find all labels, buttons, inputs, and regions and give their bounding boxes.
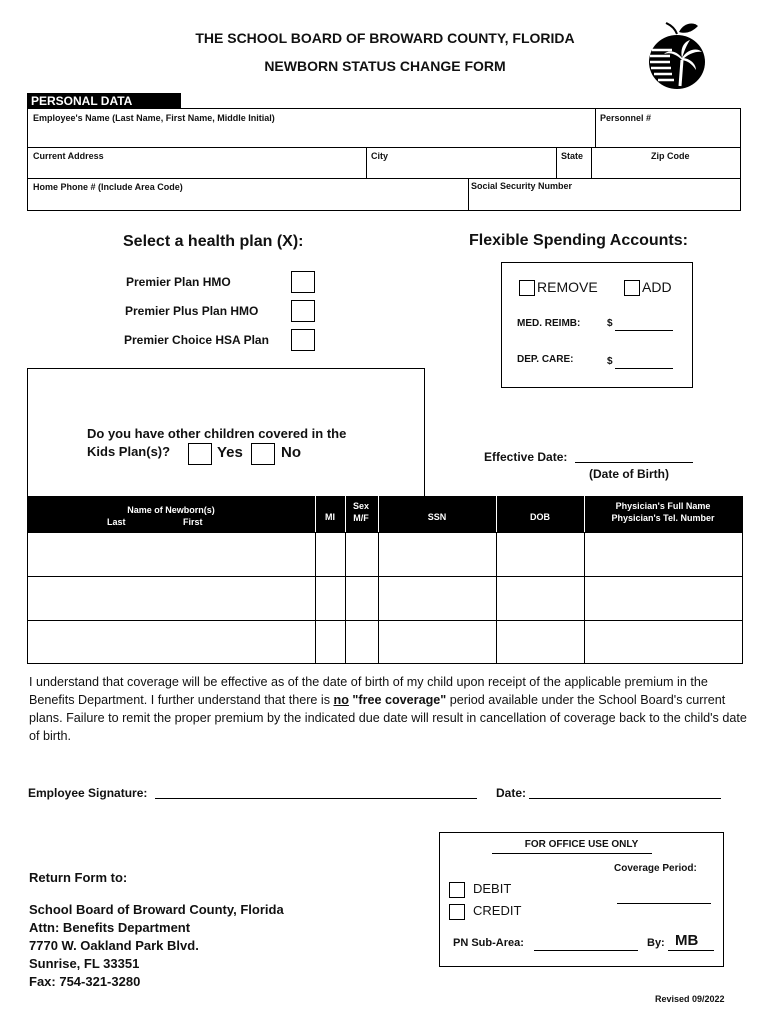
office-use-title: FOR OFFICE USE ONLY <box>524 839 639 850</box>
ssn-field[interactable] <box>471 193 738 209</box>
health-plan-title: Select a health plan (X): <box>123 233 304 250</box>
kids-yes-label: Yes <box>217 444 243 461</box>
zip-label: Zip Code <box>651 151 690 161</box>
coverage-statement: I understand that coverage will be effective as of the date of birth of my child upon receipt of the applicable premium in the Benefits Department. I further understand that there is no "free coverage" period available under the School Board's current plans. Failure to remit the proper premium by the indicated due date will result in cancellation of coverage back to the child's date of birth. <box>29 675 747 743</box>
state-label: State <box>561 151 584 161</box>
ssn-label: Social Security Number <box>471 181 573 191</box>
fsa-title: Flexible Spending Accounts: <box>469 232 688 249</box>
debit-label: DEBIT <box>473 881 512 896</box>
med-currency: $ <box>607 318 613 329</box>
credit-checkbox[interactable] <box>449 904 465 920</box>
effective-date-field[interactable] <box>575 462 693 463</box>
kids-question-line2: Kids Plan(s)? <box>87 444 171 459</box>
th-ssn: SSN <box>427 512 447 522</box>
phone-label: Home Phone # (Include Area Code) <box>33 182 183 192</box>
th-first: First <box>183 517 203 527</box>
plan-plus-hmo-checkbox[interactable] <box>291 300 315 322</box>
th-name: Name of Newborn(s) <box>127 505 215 515</box>
section-title: PERSONAL DATA <box>31 94 133 108</box>
plan-option-label-3: Premier Choice HSA Plan <box>124 333 269 347</box>
th-dob: DOB <box>530 512 550 522</box>
kids-yes-checkbox[interactable] <box>188 443 212 465</box>
kids-no-checkbox[interactable] <box>251 443 275 465</box>
coverage-period-field[interactable] <box>617 903 711 904</box>
signature-date-field[interactable] <box>529 798 721 799</box>
th-sex-mf: M/F <box>353 513 369 523</box>
th-physician-tel: Physician's Tel. Number <box>611 513 715 523</box>
signature-date-label: Date: <box>496 786 527 800</box>
personnel-label: Personnel # <box>600 113 652 123</box>
th-mi: MI <box>325 512 335 522</box>
th-sex: Sex <box>352 501 369 511</box>
med-reimb-label: MED. REIMB: <box>517 318 581 329</box>
plan-option-label-1: Premier Plan HMO <box>126 275 231 289</box>
employee-name-field[interactable] <box>30 124 592 146</box>
fsa-add-label: ADD <box>642 279 672 295</box>
city-field[interactable] <box>369 162 554 177</box>
kids-question-line1: Do you have other children covered in the <box>87 426 347 441</box>
dep-currency: $ <box>607 356 613 367</box>
by-value: MB <box>675 932 699 949</box>
form-heading-1: THE SCHOOL BOARD OF BROWARD COUNTY, FLORIDA <box>195 30 575 46</box>
credit-label: CREDIT <box>473 903 522 918</box>
fsa-remove-checkbox[interactable] <box>519 280 535 296</box>
plan-hmo-checkbox[interactable] <box>291 271 315 293</box>
revised-note: Revised 09/2022 <box>655 994 725 1004</box>
employee-name-label: Employee's Name (Last Name, First Name, Middle Initial) <box>33 113 275 123</box>
employee-signature-label: Employee Signature: <box>28 786 148 800</box>
table-row[interactable] <box>28 533 742 576</box>
address-field[interactable] <box>30 162 364 177</box>
dep-care-field[interactable] <box>615 368 673 369</box>
by-label: By: <box>647 937 665 949</box>
table-row[interactable] <box>28 577 742 620</box>
th-physician: Physician's Full Name <box>615 501 711 511</box>
th-last: Last <box>107 517 126 527</box>
kids-no-label: No <box>281 444 301 461</box>
state-field[interactable] <box>559 162 589 177</box>
effective-date-label: Effective Date: <box>484 450 568 464</box>
personnel-field[interactable] <box>598 124 738 146</box>
phone-field[interactable] <box>30 193 466 209</box>
return-address: School Board of Broward County, Florida Attn: Benefits Department 7770 W. Oakland Park Blvd. Sunrise, FL 33351 Fax: 754-321-3280 <box>29 902 284 989</box>
school-board-logo <box>646 20 708 92</box>
pn-sub-area-label: PN Sub-Area: <box>453 937 524 949</box>
city-label: City <box>371 151 389 161</box>
pn-sub-area-field[interactable] <box>534 950 638 951</box>
coverage-period-label: Coverage Period: <box>614 863 697 874</box>
fsa-add-checkbox[interactable] <box>624 280 640 296</box>
table-row[interactable] <box>28 621 742 663</box>
return-title: Return Form to: <box>29 870 128 885</box>
plan-option-label-2: Premier Plus Plan HMO <box>125 304 259 318</box>
plan-hsa-checkbox[interactable] <box>291 329 315 351</box>
employee-signature-field[interactable] <box>155 798 477 799</box>
med-reimb-field[interactable] <box>615 330 673 331</box>
fsa-remove-label: REMOVE <box>537 279 598 295</box>
effective-date-note: (Date of Birth) <box>589 467 669 481</box>
debit-checkbox[interactable] <box>449 882 465 898</box>
form-heading-2: NEWBORN STATUS CHANGE FORM <box>264 58 506 74</box>
dep-care-label: DEP. CARE: <box>517 354 574 365</box>
address-label: Current Address <box>33 151 104 161</box>
zip-field[interactable] <box>594 162 738 177</box>
